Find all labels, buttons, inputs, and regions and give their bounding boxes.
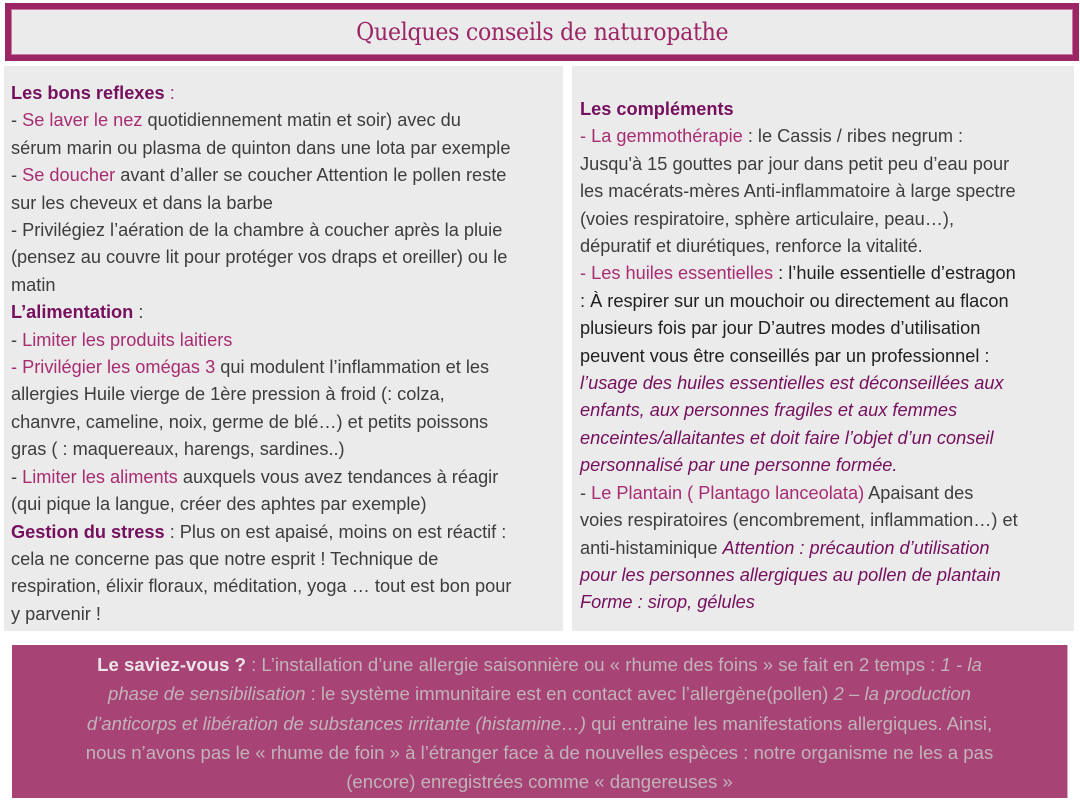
list-item bbox=[580, 480, 1070, 507]
body-text: allergies Huile vierge de 1ère pression à froid (: colza, bbox=[11, 384, 445, 405]
bullet: - bbox=[11, 329, 23, 350]
highlight-text: Limiter les aliments bbox=[22, 466, 178, 487]
section-heading: Gestion du stress bbox=[11, 521, 165, 542]
section-alimentation bbox=[11, 299, 559, 518]
body-text: (voies respiratoire, sphère articulaire, peau…), bbox=[580, 208, 955, 229]
body-text: y parvenir ! bbox=[11, 603, 101, 624]
callout-line bbox=[20, 709, 1059, 738]
list-item bbox=[11, 354, 559, 381]
section-heading-line bbox=[11, 519, 559, 546]
bullet: - bbox=[11, 110, 23, 131]
body-text: anti-histaminique bbox=[580, 537, 723, 558]
body-text: : À respirer sur un mouchoir ou directement au flacon bbox=[580, 290, 1009, 311]
section-heading-line bbox=[11, 299, 559, 326]
callout-italic: d’anticorps et libération de substances irritante (histamine…) bbox=[86, 712, 586, 734]
callout-text: qui entraine les manifestations allergiques. Ainsi, bbox=[585, 712, 993, 734]
callout-text: : L’installation d’une allergie saisonnière ou « rhume des foins » se fait en 2 temps : bbox=[245, 654, 941, 675]
bullet: - bbox=[11, 165, 23, 186]
callout-italic: phase de sensibilisation bbox=[107, 683, 306, 705]
warning-text: enfants, aux personnes fragiles et aux femmes bbox=[580, 400, 958, 421]
body-text: respiration, élixir floraux, méditation, yoga … tout est bon pour bbox=[11, 576, 512, 597]
section-heading: Les bons reflexes bbox=[11, 83, 165, 103]
body-text: (pensez au couvre lit pour protéger vos draps et oreiller) ou le bbox=[11, 247, 508, 268]
body-text: : le Cassis / ribes negrum : bbox=[742, 126, 964, 147]
section-heading-line bbox=[11, 80, 559, 107]
body-text: avant d’aller se coucher Attention le pollen reste bbox=[115, 165, 507, 186]
callout-text: nous n’avons pas le « rhume de foin » à l’étranger face à de nouvelles espèces : notre organisme ne les a pas bbox=[85, 741, 994, 763]
callout-line bbox=[20, 650, 1059, 679]
body-text: les macérats-mères Anti-inflammatoire à large spectre bbox=[580, 181, 1016, 202]
warning-text: personnalisé par une personne formée. bbox=[580, 455, 898, 476]
highlight-text: Le Plantain ( Plantago lanceolata) bbox=[591, 482, 865, 503]
callout-heading: Le saviez-vous ? bbox=[97, 654, 246, 675]
section-heading: Les compléments bbox=[580, 99, 734, 119]
body-text: sur les cheveux et dans la barbe bbox=[11, 192, 273, 213]
body-text: Jusqu'à 15 gouttes par jour dans petit peu d’eau pour bbox=[580, 153, 1010, 174]
callout-line bbox=[20, 679, 1059, 708]
list-item bbox=[580, 260, 1070, 287]
body-text: dépuratif et diurétiques, renforce la vitalité. bbox=[580, 236, 923, 257]
callout-italic: 1 - la bbox=[940, 654, 982, 675]
heading-suffix: : bbox=[133, 302, 144, 323]
section-plantain bbox=[580, 480, 1070, 617]
callout-text: (encore) enregistrées comme « dangereuses » bbox=[346, 771, 733, 793]
highlight-text: - Les huiles essentielles bbox=[580, 263, 774, 284]
list-item bbox=[11, 107, 559, 134]
body-text: qui modulent l’inflammation et les bbox=[215, 357, 490, 378]
body-text: cela ne concerne pas que notre esprit ! Technique de bbox=[11, 548, 439, 569]
body-text: voies respiratoires (encombrement, inflammation…) et bbox=[580, 510, 1018, 531]
highlight-text: - La gemmothérapie bbox=[580, 126, 743, 147]
list-item bbox=[11, 162, 559, 189]
page-title: Quelques conseils de naturopathe bbox=[355, 18, 729, 46]
body-text: : l’huile essentielle d’estragon bbox=[773, 263, 1016, 284]
body-text: auxquels vous avez tendances à réagir bbox=[177, 466, 499, 487]
highlight-text: Se doucher bbox=[22, 165, 116, 186]
body-text: peuvent vous être conseillés par un professionnel : bbox=[580, 345, 990, 366]
title-banner bbox=[5, 3, 1079, 61]
highlight-text: Se laver le nez bbox=[22, 110, 143, 131]
section-bons-reflexes bbox=[11, 80, 559, 299]
section-heading: L’alimentation bbox=[11, 302, 134, 323]
warning-text: enceintes/allaitantes et doit faire l’objet d’un conseil bbox=[580, 427, 994, 448]
section-huiles-essentielles bbox=[580, 260, 1070, 479]
heading-suffix: : bbox=[164, 83, 175, 103]
body-text-line bbox=[580, 535, 1070, 562]
body-text: : Plus on est apaisé, moins on est réactif : bbox=[164, 521, 507, 542]
body-text: quotidiennement matin et soir) avec du bbox=[142, 110, 461, 131]
body-text: gras ( : maquereaux, harengs, sardines..) bbox=[11, 439, 345, 460]
warning-text: Attention : précaution d’utilisation bbox=[722, 537, 990, 558]
body-text: chanvre, cameline, noix, germe de blé…) et petits poissons bbox=[11, 411, 489, 432]
list-item: - Privilégiez l’aération de la chambre à coucher après la pluie bbox=[11, 220, 503, 241]
section-gemmotherapie bbox=[580, 123, 1070, 260]
callout-text: : le système immunitaire est en contact avec l’allergène(pollen) bbox=[305, 683, 834, 705]
list-item bbox=[580, 123, 1070, 150]
callout-italic: 2 – la production bbox=[833, 683, 972, 705]
body-text: (qui pique la langue, créer des aphtes par exemple) bbox=[11, 494, 427, 515]
left-panel bbox=[4, 66, 563, 631]
list-item bbox=[11, 464, 559, 491]
did-you-know-callout bbox=[12, 645, 1068, 798]
body-text: matin bbox=[11, 274, 56, 295]
section-stress bbox=[11, 519, 559, 629]
highlight-text: - Privilégier les omégas 3 bbox=[11, 357, 216, 378]
highlight-text: Limiter les produits laitiers bbox=[22, 329, 233, 350]
warning-text: pour les personnes allergiques au pollen de plantain bbox=[580, 564, 1001, 585]
body-text: sérum marin ou plasma de quinton dans une lota par exemple bbox=[11, 137, 511, 158]
right-panel bbox=[572, 66, 1074, 631]
body-text: Apaisant des bbox=[864, 482, 974, 503]
bullet: - bbox=[11, 466, 23, 487]
warning-text: Forme : sirop, gélules bbox=[580, 592, 755, 613]
list-item bbox=[11, 327, 559, 354]
bullet: - bbox=[580, 482, 592, 503]
warning-text: l’usage des huiles essentielles est déconseillées aux bbox=[580, 373, 1004, 394]
body-text: plusieurs fois par jour D’autres modes d’utilisation bbox=[580, 318, 981, 339]
